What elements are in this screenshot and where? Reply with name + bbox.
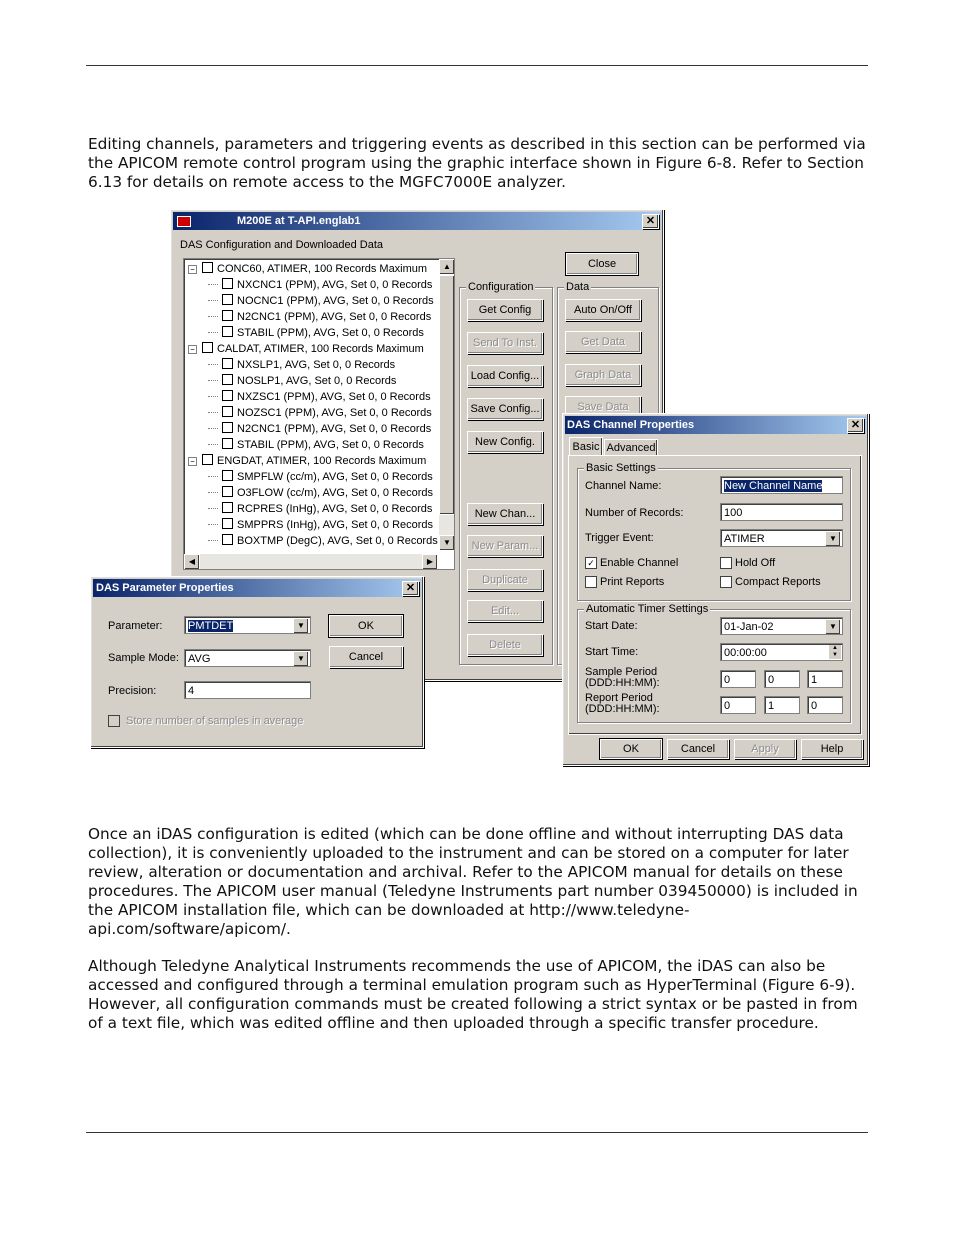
- tree-checkbox[interactable]: [222, 374, 233, 385]
- tree-checkbox[interactable]: [202, 262, 213, 273]
- start-date-value: 01-Jan-02: [724, 621, 774, 633]
- start-date-dropdown-icon[interactable]: ▼: [825, 619, 841, 635]
- tree-connector: [208, 540, 218, 541]
- data-group-label: Data: [566, 281, 590, 293]
- auto-on-off-button[interactable]: Auto On/Off: [565, 299, 641, 321]
- trigger-event-select[interactable]: [720, 529, 843, 547]
- tree-connector: [208, 492, 218, 493]
- tree-checkbox[interactable]: [222, 470, 233, 481]
- trigger-event-label: Trigger Event:: [585, 532, 654, 544]
- tree-connector: [208, 444, 218, 445]
- sample-period-label: Sample Period: [585, 666, 658, 678]
- tree-parameter-row[interactable]: [208, 373, 396, 389]
- app-icon: [177, 216, 191, 227]
- tree-item-label: SMPPRS (InHg), AVG, Set 0, 0 Records: [237, 519, 434, 531]
- sample-period-format: (DDD:HH:MM):: [585, 677, 660, 689]
- header-rule: [86, 65, 868, 66]
- report-period-hours[interactable]: 1: [764, 696, 800, 714]
- get-config-button[interactable]: Get Config: [467, 299, 543, 321]
- sample-period-days[interactable]: 0: [720, 670, 756, 688]
- channel-ok-button[interactable]: OK: [600, 739, 662, 759]
- tree-item-label: NXCNC1 (PPM), AVG, Set 0, 0 Records: [237, 279, 433, 291]
- scroll-down-icon[interactable]: ▼: [439, 535, 455, 551]
- tree-checkbox[interactable]: [202, 342, 213, 353]
- time-spinner-icon[interactable]: ▲ ▼: [829, 645, 841, 659]
- tree-vscrollbar[interactable]: [439, 259, 454, 551]
- param-titlebar: [93, 579, 421, 597]
- tree-item-label: NXZSC1 (PPM), AVG, Set 0, 0 Records: [237, 391, 431, 403]
- tree-checkbox[interactable]: [222, 518, 233, 529]
- tree-parameter-row[interactable]: [208, 485, 433, 501]
- parameter-select[interactable]: [184, 616, 311, 634]
- sample-mode-value: AVG: [188, 653, 211, 665]
- get-data-button[interactable]: Get Data: [565, 331, 641, 353]
- main-close-icon[interactable]: ✕: [642, 214, 659, 229]
- tree-checkbox[interactable]: [222, 422, 233, 433]
- channel-close-icon[interactable]: ✕: [847, 418, 864, 433]
- scroll-left-icon[interactable]: ◀: [184, 554, 200, 570]
- trigger-dropdown-icon[interactable]: ▼: [825, 531, 841, 547]
- close-button[interactable]: Close: [566, 253, 638, 275]
- tree-parameter-row[interactable]: [208, 437, 424, 453]
- tree-checkbox[interactable]: [222, 358, 233, 369]
- tree-channel-row[interactable]: [188, 453, 426, 469]
- tree-checkbox[interactable]: [222, 406, 233, 417]
- tree-checkbox[interactable]: [222, 310, 233, 321]
- start-time-value: 00:00:00: [724, 647, 767, 659]
- print-reports-label: Print Reports: [600, 576, 665, 588]
- tree-parameter-row[interactable]: [208, 533, 438, 549]
- parameter-dropdown-icon[interactable]: ▼: [293, 618, 309, 634]
- tree-item-label: N2CNC1 (PPM), AVG, Set 0, 0 Records: [237, 423, 432, 435]
- store-samples-label: Store number of samples in average: [126, 715, 304, 727]
- save-data-button[interactable]: Save Data: [565, 396, 641, 418]
- tree-item-label: CONC60, ATIMER, 100 Records Maximum: [217, 263, 428, 275]
- tree-item-label: NOZSC1 (PPM), AVG, Set 0, 0 Records: [237, 407, 432, 419]
- sample-mode-dropdown-icon[interactable]: ▼: [293, 651, 309, 667]
- tree-item-label: ENGDAT, ATIMER, 100 Records Maximum: [217, 455, 427, 467]
- tree-item-label: STABIL (PPM), AVG, Set 0, 0 Records: [237, 327, 424, 339]
- save-config-button[interactable]: Save Config...: [467, 398, 543, 420]
- channel-help-button[interactable]: Help: [801, 739, 863, 759]
- tree-item-label: RCPRES (InHg), AVG, Set 0, 0 Records: [237, 503, 433, 515]
- tree-channel-row[interactable]: [188, 261, 427, 277]
- print-reports-checkbox[interactable]: [585, 576, 597, 588]
- sample-period-hours[interactable]: 0: [764, 670, 800, 688]
- start-time-input[interactable]: [720, 643, 843, 661]
- tree-checkbox[interactable]: [222, 326, 233, 337]
- scroll-up-icon[interactable]: ▲: [439, 259, 455, 275]
- report-period-label: Report Period: [585, 692, 653, 704]
- tree-connector: [208, 332, 218, 333]
- tree-checkbox[interactable]: [222, 534, 233, 545]
- das-section-label: DAS Configuration and Downloaded Data: [180, 239, 384, 251]
- precision-label: Precision:: [108, 685, 157, 697]
- channel-properties-dialog: [562, 413, 869, 766]
- hold-off-checkbox[interactable]: [720, 557, 732, 569]
- timer-settings-label: Automatic Timer Settings: [586, 603, 709, 615]
- tree-parameter-row[interactable]: [208, 293, 434, 309]
- tree-item-label: O3FLOW (cc/m), AVG, Set 0, 0 Records: [237, 487, 434, 499]
- das-tree[interactable]: [183, 258, 455, 570]
- tree-item-label: NOCNC1 (PPM), AVG, Set 0, 0 Records: [237, 295, 434, 307]
- tree-item-label: STABIL (PPM), AVG, Set 0, 0 Records: [237, 439, 424, 451]
- tab-basic[interactable]: [569, 437, 603, 456]
- tree-parameter-row[interactable]: [208, 421, 431, 437]
- tree-parameter-row[interactable]: [208, 309, 431, 325]
- start-date-select[interactable]: [720, 617, 843, 635]
- new-config-button[interactable]: New Config.: [467, 431, 543, 453]
- tree-parameter-row[interactable]: [208, 469, 433, 485]
- collapse-icon[interactable]: −: [188, 345, 197, 354]
- tree-connector: [208, 524, 218, 525]
- tree-item-label: N2CNC1 (PPM), AVG, Set 0, 0 Records: [237, 311, 432, 323]
- tree-parameter-row[interactable]: [208, 325, 424, 341]
- tree-checkbox[interactable]: [222, 294, 233, 305]
- tree-hscrollbar[interactable]: [184, 554, 438, 569]
- report-period-format: (DDD:HH:MM):: [585, 703, 660, 715]
- parameter-value: PMTDET: [188, 620, 234, 632]
- tree-checkbox[interactable]: [202, 454, 213, 465]
- tree-connector: [208, 412, 218, 413]
- tab-advanced-label: Advanced: [606, 442, 656, 454]
- new-chan-button[interactable]: New Chan...: [467, 503, 543, 525]
- channel-dialog-title: DAS Channel Properties: [567, 419, 695, 431]
- start-time-label: Start Time:: [585, 646, 639, 658]
- collapse-icon[interactable]: −: [188, 265, 197, 274]
- enable-channel-label: Enable Channel: [600, 557, 679, 569]
- param-cancel-button[interactable]: Cancel: [329, 646, 403, 668]
- channel-name-label: Channel Name:: [585, 480, 662, 492]
- tree-connector: [208, 364, 218, 365]
- tree-connector: [208, 508, 218, 509]
- store-samples-checkbox[interactable]: [108, 715, 120, 727]
- tree-connector: [208, 396, 218, 397]
- tree-checkbox[interactable]: [222, 502, 233, 513]
- load-config-button[interactable]: Load Config...: [467, 365, 543, 387]
- footer-rule: [86, 1132, 868, 1133]
- channel-name-input[interactable]: [720, 476, 843, 494]
- compact-reports-checkbox[interactable]: [720, 576, 732, 588]
- tree-parameter-row[interactable]: [208, 517, 433, 533]
- send-to-inst-button[interactable]: Send To Inst.: [467, 332, 543, 354]
- parameter-label: Parameter:: [108, 620, 163, 632]
- tree-item-label: NXSLP1, AVG, Set 0, 0 Records: [237, 359, 396, 371]
- tree-checkbox[interactable]: [222, 486, 233, 497]
- basic-settings-label: Basic Settings: [586, 462, 656, 474]
- tree-parameter-row[interactable]: [208, 501, 432, 517]
- start-date-label: Start Date:: [585, 620, 638, 632]
- tree-item-label: SMPFLW (cc/m), AVG, Set 0, 0 Records: [237, 471, 433, 483]
- sample-period-minutes[interactable]: 1: [807, 670, 843, 688]
- param-close-icon[interactable]: ✕: [402, 581, 419, 596]
- new-param-button[interactable]: New Param...: [467, 535, 543, 557]
- delete-button[interactable]: Delete: [467, 634, 543, 656]
- duplicate-button[interactable]: Duplicate: [467, 569, 543, 591]
- tree-item-label: BOXTMP (DegC), AVG, Set 0, 0 Records: [237, 535, 438, 547]
- tree-parameter-row[interactable]: [208, 389, 431, 405]
- report-period-days[interactable]: 0: [720, 696, 756, 714]
- channel-name-value: New Channel Name: [724, 480, 823, 492]
- graph-data-button[interactable]: Graph Data: [565, 364, 641, 386]
- scroll-thumb[interactable]: [439, 275, 455, 515]
- configuration-group-label: Configuration: [468, 281, 534, 293]
- tree-connector: [208, 476, 218, 477]
- report-period-minutes[interactable]: 0: [807, 696, 843, 714]
- tree-item-label: NOSLP1, AVG, Set 0, 0 Records: [237, 375, 397, 387]
- num-records-label: Number of Records:: [585, 507, 684, 519]
- tab-basic-label: Basic: [572, 441, 600, 453]
- tree-parameter-row[interactable]: [208, 277, 432, 293]
- scroll-right-icon[interactable]: ▶: [422, 554, 438, 570]
- intro-paragraph: Editing channels, parameters and triggering events as described in this section can be performed via the APICOM remote control program using the graphic interface shown in Figure 6-8. Refer to Section 6.13 for details on remote access to the MGFC7000E analyzer.: [88, 135, 866, 191]
- trigger-event-value: ATIMER: [724, 533, 765, 545]
- apicom-paragraph: Once an iDAS configuration is edited (which can be done offline and without interrupting DAS data collection), it is conveniently uploaded to the instrument and can be stored on a computer for later review, alteration or documentation and archival. Refer to the APICOM manual for details on these procedures. The APICOM user manual (Teledyne Instruments part number 039450000) is included in the APICOM installation file, which can be downloaded at http://www.teledyne-api.com/software/apicom/.: [88, 825, 858, 938]
- tree-parameter-row[interactable]: [208, 405, 432, 421]
- tree-connector: [208, 284, 218, 285]
- edit-button[interactable]: Edit...: [467, 600, 543, 622]
- channel-titlebar: [565, 416, 866, 434]
- tree-connector: [208, 300, 218, 301]
- tree-checkbox[interactable]: [222, 438, 233, 449]
- hold-off-label: Hold Off: [735, 557, 776, 569]
- tree-channel-row[interactable]: [188, 341, 424, 357]
- tree-connector: [208, 316, 218, 317]
- num-records-input[interactable]: 100: [720, 503, 843, 521]
- tree-checkbox[interactable]: [222, 390, 233, 401]
- tree-checkbox[interactable]: [222, 278, 233, 289]
- param-dialog-title: DAS Parameter Properties: [96, 582, 234, 594]
- main-window-title: M200E at T-API.englab1: [237, 215, 361, 227]
- channel-cancel-button[interactable]: Cancel: [667, 739, 729, 759]
- tree-connector: [208, 380, 218, 381]
- channel-apply-button[interactable]: Apply: [734, 739, 796, 759]
- tree-item-label: CALDAT, ATIMER, 100 Records Maximum: [217, 343, 424, 355]
- param-ok-button[interactable]: OK: [329, 615, 403, 637]
- terminal-paragraph: Although Teledyne Analytical Instruments recommends the use of APICOM, the iDAS can also be accessed and configured through a terminal emulation program such as HyperTerminal (Figure 6-9). However, all configuration commands must be created following a strict syntax or be pasted in from of a text file, which was edited offline and then uploaded through a specific transfer procedure.: [88, 957, 858, 1032]
- sample-mode-select[interactable]: [184, 649, 311, 667]
- tab-advanced[interactable]: [604, 439, 658, 456]
- enable-channel-checkbox[interactable]: ✓: [585, 557, 597, 569]
- main-titlebar: [173, 212, 661, 230]
- tree-parameter-row[interactable]: [208, 357, 395, 373]
- compact-reports-label: Compact Reports: [735, 576, 821, 588]
- precision-input[interactable]: 4: [184, 681, 311, 699]
- tree-connector: [208, 428, 218, 429]
- param-properties-dialog: [90, 576, 424, 748]
- collapse-icon[interactable]: −: [188, 457, 197, 466]
- sample-mode-label: Sample Mode:: [108, 652, 179, 664]
